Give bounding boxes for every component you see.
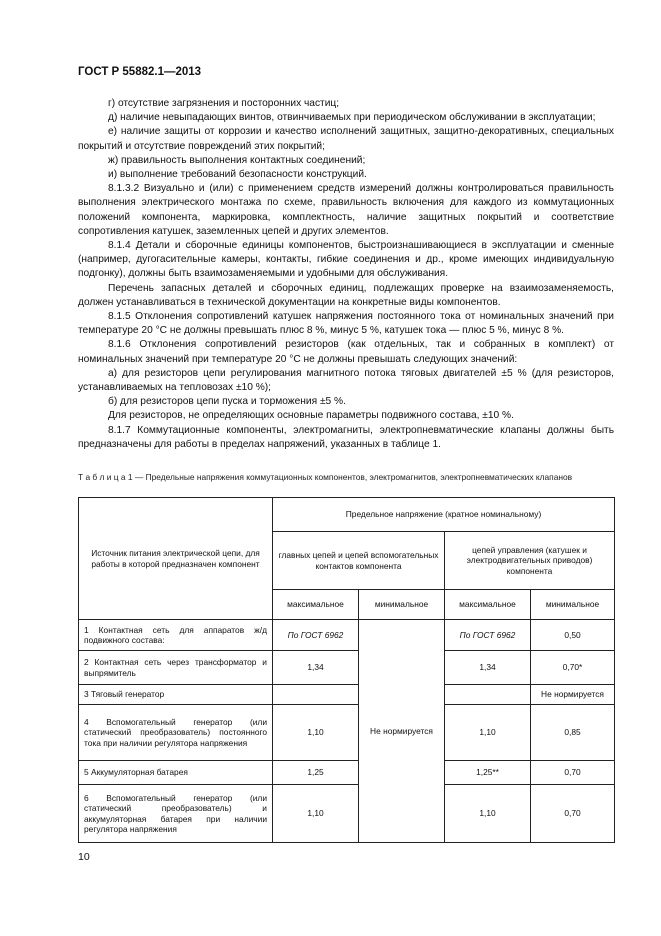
- cell-main-max: [273, 685, 359, 705]
- paragraph: 8.1.7 Коммутационные компоненты, электромагниты, электропневматические клапаны должны быть предназначены для работы в пределах напряжений, указанных в таблице 1.: [78, 424, 614, 450]
- table-row: [79, 620, 615, 651]
- paragraph: 8.1.3.2 Визуально и (или) с применением средств измерений должны контролироваться правильность выполнения электрического монтажа по схеме, правильность включения для каждого из коммутационных положений компонента, маркировка, комплектность, наличие защитных покрытий и соответствие сопротивления катушек, заземленных цепей и других элементов.: [78, 183, 614, 237]
- paragraph: б) для резисторов цепи пуска и торможения ±5 %.: [108, 396, 346, 408]
- row-source: 2 Контактная сеть через трансформатор и выпрямитель: [79, 651, 273, 685]
- cell-control-min: 0,85: [531, 705, 615, 761]
- cell-main-max: 1,10: [273, 785, 359, 843]
- row-source: 6 Вспомогательный генератор (или статический преобразователь) и аккумуляторная батарея при наличии регулятора напряжения: [79, 785, 273, 843]
- row-source: 5 Аккумуляторная батарея: [79, 761, 273, 785]
- paragraph: 8.1.6 Отклонения сопротивлений резисторов (как отдельных, так и собранных в комплект) от номинальных значений при температуре 20 °С не должны превышать следующих значений:: [78, 339, 614, 365]
- table-row: [79, 651, 615, 685]
- cell-control-max: [445, 685, 531, 705]
- header-main-circuits: главных цепей и цепей вспомогательных контактов компонента: [273, 532, 445, 590]
- cell-main-max: 1,34: [273, 651, 359, 685]
- cell-control-max: 1,10: [445, 705, 531, 761]
- cell-main-max: 1,25: [273, 761, 359, 785]
- voltage-limits-table: [78, 497, 615, 843]
- cell-control-min: 0,50: [531, 620, 615, 651]
- header-limit: Предельное напряжение (кратное номинальному): [273, 498, 615, 532]
- paragraph: е) наличие защиты от коррозии и качество исполнений защитных, защитно-декоративных, специальных покрытий и отсутствие повреждений этих покрытий;: [78, 126, 614, 152]
- cell-control-min: 0,70: [531, 761, 615, 785]
- body-text: [78, 97, 614, 452]
- paragraph: 8.1.4 Детали и сборочные единицы компонентов, быстроизнашивающиеся в эксплуатации и сменные (например, дугогасительные камеры, контакты, гибкие соединения и др., кроме имеющих индивидуальную подгонку), должны быть взаимозаменяемыми и удобными для обслуживания.: [78, 240, 614, 280]
- header-main-min: минимальное: [359, 590, 445, 620]
- header-main-max: максимальное: [273, 590, 359, 620]
- cell-control-max: По ГОСТ 6962: [445, 620, 531, 651]
- cell-control-max: 1,25**: [445, 761, 531, 785]
- header-control-max: максимальное: [445, 590, 531, 620]
- cell-control-max: 1,10: [445, 785, 531, 843]
- row-source: 1 Контактная сеть для аппаратов ж/д подвижного состава:: [79, 620, 273, 651]
- cell-main-max: По ГОСТ 6962: [273, 620, 359, 651]
- page-number: 10: [78, 851, 90, 863]
- row-source: 4 Вспомогательный генератор (или статический преобразователь) постоянного тока при наличии регулятора напряжения: [79, 705, 273, 761]
- cell-main-min-merged: Не нормируется: [359, 620, 445, 843]
- cell-control-min: 0,70: [531, 785, 615, 843]
- paragraph: 8.1.5 Отклонения сопротивлений катушек напряжения постоянного тока от номинальных значений при температуре 20 °С не должны превышать плюс 8 %, минус 5 %, катушек тока — плюс 5 %, минус 8 %.: [78, 311, 614, 337]
- header-control-circuits: цепей управления (катушек и электродвигательных приводов) компонента: [445, 532, 615, 590]
- cell-control-min: Не нормируется: [531, 685, 615, 705]
- header-source: Источник питания электрической цепи, для работы в которой предназначен компонент: [79, 498, 273, 620]
- paragraph: Для резисторов, не определяющих основные параметры подвижного состава, ±10 %.: [108, 410, 514, 422]
- paragraph: д) наличие невыпадающих винтов, отвинчиваемых при периодическом обслуживании в эксплуатации;: [108, 112, 596, 124]
- cell-control-min: 0,70*: [531, 651, 615, 685]
- paragraph: и) выполнение требований безопасности конструкций.: [108, 169, 367, 181]
- cell-control-max: 1,34: [445, 651, 531, 685]
- paragraph: а) для резисторов цепи регулирования магнитного потока тяговых двигателей ±5 % (для резисторов, устанавливаемых на тепловозах ±10 %);: [78, 367, 614, 394]
- table-row: [79, 685, 615, 705]
- row-source: 3 Тяговый генератор: [79, 685, 273, 705]
- paragraph: Перечень запасных деталей и сборочных единиц, подлежащих проверке на взаимозаменяемость, должен устанавливаться в технической документации на конкретные виды компонентов.: [78, 282, 614, 308]
- table-row: [79, 785, 615, 843]
- table-row: [79, 705, 615, 761]
- paragraph: г) отсутствие загрязнения и посторонних частиц;: [108, 98, 340, 109]
- header-control-min: минимальное: [531, 590, 615, 620]
- cell-main-max: 1,10: [273, 705, 359, 761]
- document-header: ГОСТ Р 55882.1—2013: [78, 66, 202, 78]
- table-row: [79, 761, 615, 785]
- paragraph: ж) правильность выполнения контактных соединений;: [108, 154, 366, 166]
- table-caption: Т а б л и ц а 1 — Предельные напряжения коммутационных компонентов, электромагнитов, электропневматических клапанов: [78, 472, 573, 482]
